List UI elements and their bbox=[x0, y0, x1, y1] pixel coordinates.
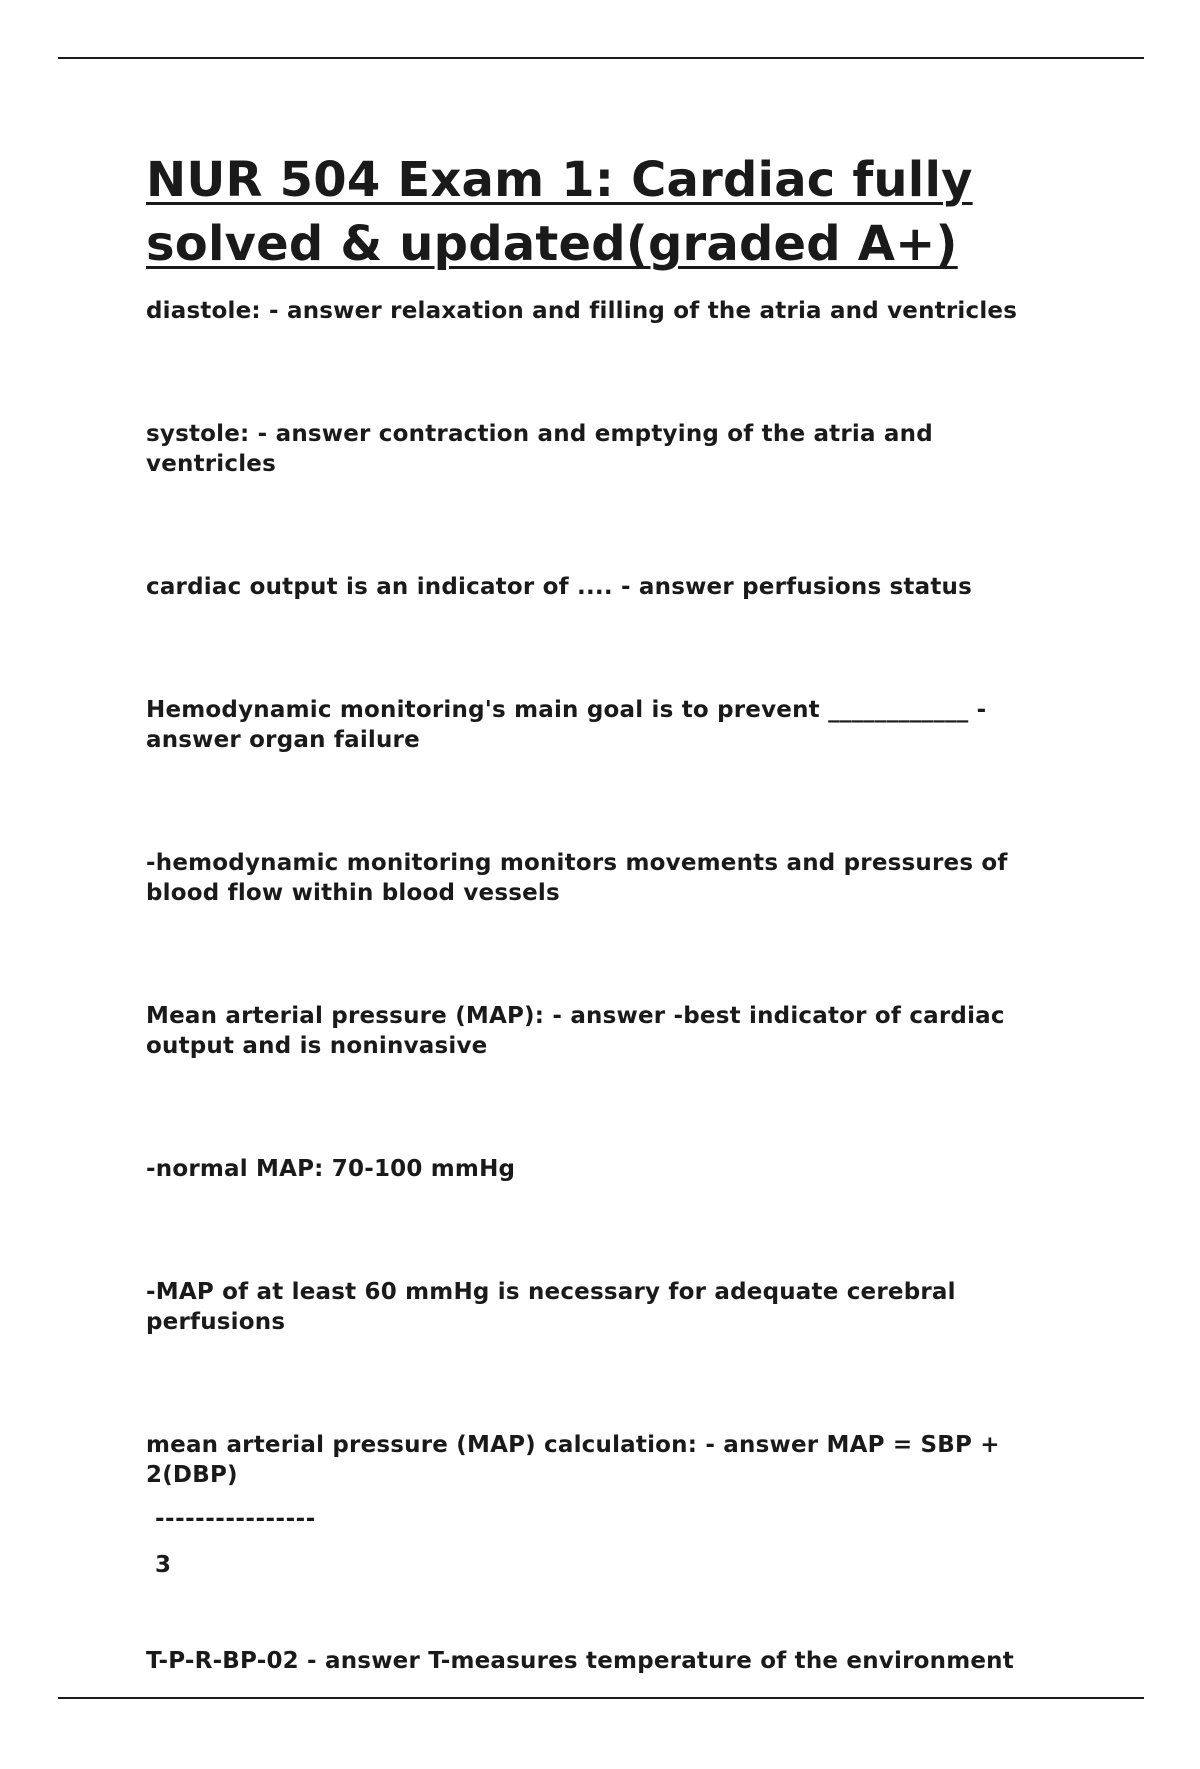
qa-entry-map-minimum: -MAP of at least 60 mmHg is necessary for adequate cerebral perfusions bbox=[146, 1279, 956, 1335]
formula-divider: ---------------- bbox=[155, 1506, 316, 1532]
qa-entry-normal-map: -normal MAP: 70-100 mmHg bbox=[146, 1156, 516, 1182]
qa-entry-diastole: diastole: - answer relaxation and filling of the atria and ventricles bbox=[146, 298, 1018, 324]
title-line-1: NUR 504 Exam 1: Cardiac fully bbox=[146, 152, 973, 208]
qa-entry-tprbp: T-P-R-BP-02 - answer T-measures temperature of the environment bbox=[146, 1648, 1014, 1674]
qa-entry-hemodynamic-goal: Hemodynamic monitoring's main goal is to prevent ____________ - answer organ failure bbox=[146, 697, 987, 753]
formula-denominator: 3 bbox=[155, 1552, 172, 1578]
qa-list bbox=[146, 296, 1066, 1676]
document-title bbox=[146, 148, 1066, 276]
bottom-rule bbox=[58, 1697, 1144, 1699]
title-line-2: solved & updated(graded A+) bbox=[146, 216, 958, 272]
qa-entry-map-definition: Mean arterial pressure (MAP): - answer -best indicator of cardiac output and is noninvasive bbox=[146, 1003, 1005, 1059]
qa-entry-hemodynamic-monitoring: -hemodynamic monitoring monitors movements and pressures of blood flow within blood vessels bbox=[146, 850, 1008, 906]
qa-entry-systole: systole: - answer contraction and emptying of the atria and ventricles bbox=[146, 421, 933, 477]
document-body bbox=[146, 148, 1066, 1769]
qa-entry-cardiac-output: cardiac output is an indicator of .... - answer perfusions status bbox=[146, 574, 973, 600]
qa-entry-map-calculation: mean arterial pressure (MAP) calculation: - answer MAP = SBP + 2(DBP) bbox=[146, 1432, 1000, 1488]
top-rule bbox=[58, 57, 1144, 59]
